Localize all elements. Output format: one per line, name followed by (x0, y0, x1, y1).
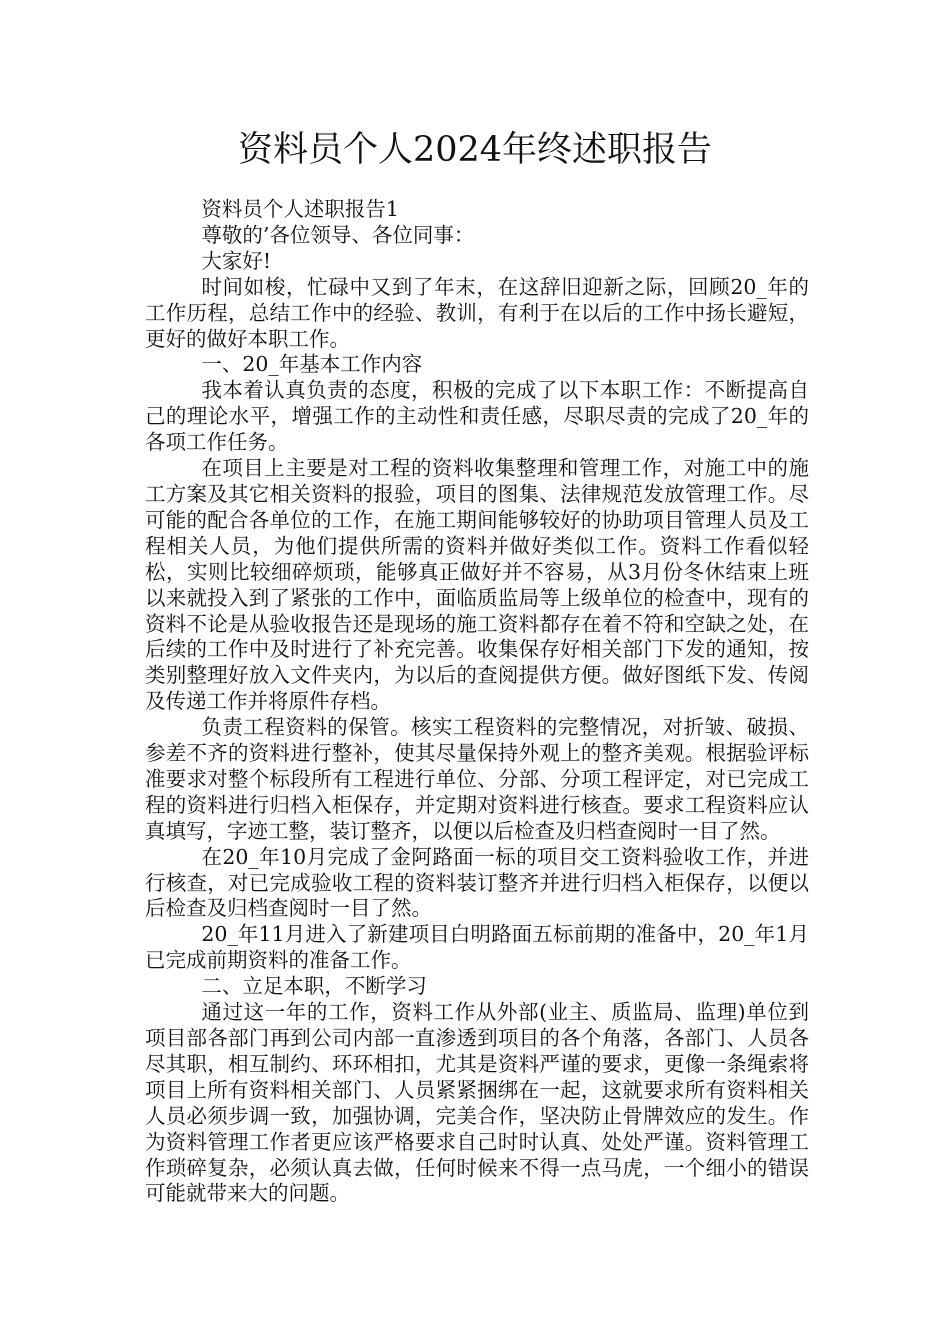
paragraph: 在项目上主要是对工程的资料收集整理和管理工作，对施工中的施工方案及其它相关资料的报验，项目的图集、法律规范发放管理工作。尽可能的配合各单位的工作，在施工期间能够较好的协助项目管理人员及工程相关人员，为他们提供所需的资料并做好类似工作。资料工作看似轻松，实则比较细碎烦琐，能够真正做好并不容易，从3月份冬休结束上班以来就投入到了紧张的工作中，面临质监局等上级单位的检查中，现有的资料不论是从验收报告还是现场的施工资料都存在着不符和空缺之处，在后续的工作中及时进行了补充完善。收集保存好相关部门下发的通知，按类别整理好放入文件夹内，为以后的查阅提供方便。做好图纸下发、传阅及传递工作并将原件存档。 (145, 456, 809, 714)
paragraph: 在20_年10月完成了金阿路面一标的项目交工资料验收工作，并进行核查，对已完成验收工程的资料装订整齐并进行归档入柜保存，以便以后检查及归档查阅时一目了然。 (145, 844, 809, 921)
paragraph: 20_年11月进入了新建项目白明路面五标前期的准备中，20_年1月已完成前期资料的准备工作。 (145, 922, 809, 973)
section-heading: 一、20_年基本工作内容 (201, 352, 423, 377)
document-body (145, 197, 809, 1207)
paragraph: 大家好! (201, 248, 272, 273)
paragraph: 我本着认真负责的态度，积极的完成了以下本职工作：不断提高自己的理论水平，增强工作的主动性和责任感，尽职尽责的完成了20_年的各项工作任务。 (145, 378, 809, 455)
paragraph: 资料员个人述职报告1 (201, 197, 399, 221)
document-title: 资料员个人2024年终述职报告 (237, 130, 713, 170)
section-heading: 二、立足本职，不断学习 (201, 974, 427, 999)
paragraph: 通过这一年的工作，资料工作从外部(业主、质监局、监理)单位到项目部各部门再到公司内部一直渗透到项目的各个角落，各部门、人员各尽其职，相互制约、环环相扣，尤其是资料严谨的要求，更像一条绳索将项目上所有资料相关部门、人员紧紧捆绑在一起，这就要求所有资料相关人员必须步调一致，加强协调，完美合作，坚决防止骨牌效应的发生。作为资料管理工作者更应该严格要求自己时时认真、处处严谨。资料管理工作琐碎复杂，必须认真去做，任何时候来不得一点马虎，一个细小的错误可能就带来大的问题。 (145, 1000, 809, 1206)
paragraph: 负责工程资料的保管。核实工程资料的完整情况，对折皱、破损、参差不齐的资料进行整补，使其尽量保持外观上的整齐美观。根据验评标准要求对整个标段所有工程进行单位、分部、分项工程评定，对已完成工程的资料进行归档入柜保存，并定期对资料进行核查。要求工程资料应认真填写，字迹工整，装订整齐，以便以后检查及归档查阅时一目了然。 (145, 715, 809, 843)
paragraph: 时间如梭，忙碌中又到了年末，在这辞旧迎新之际，回顾20_年的工作历程，总结工作中的经验、教训，有利于在以后的工作中扬长避短，更好的做好本职工作。 (145, 274, 809, 351)
paragraph: 尊敬的’各位领导、各位同事： (201, 222, 475, 247)
